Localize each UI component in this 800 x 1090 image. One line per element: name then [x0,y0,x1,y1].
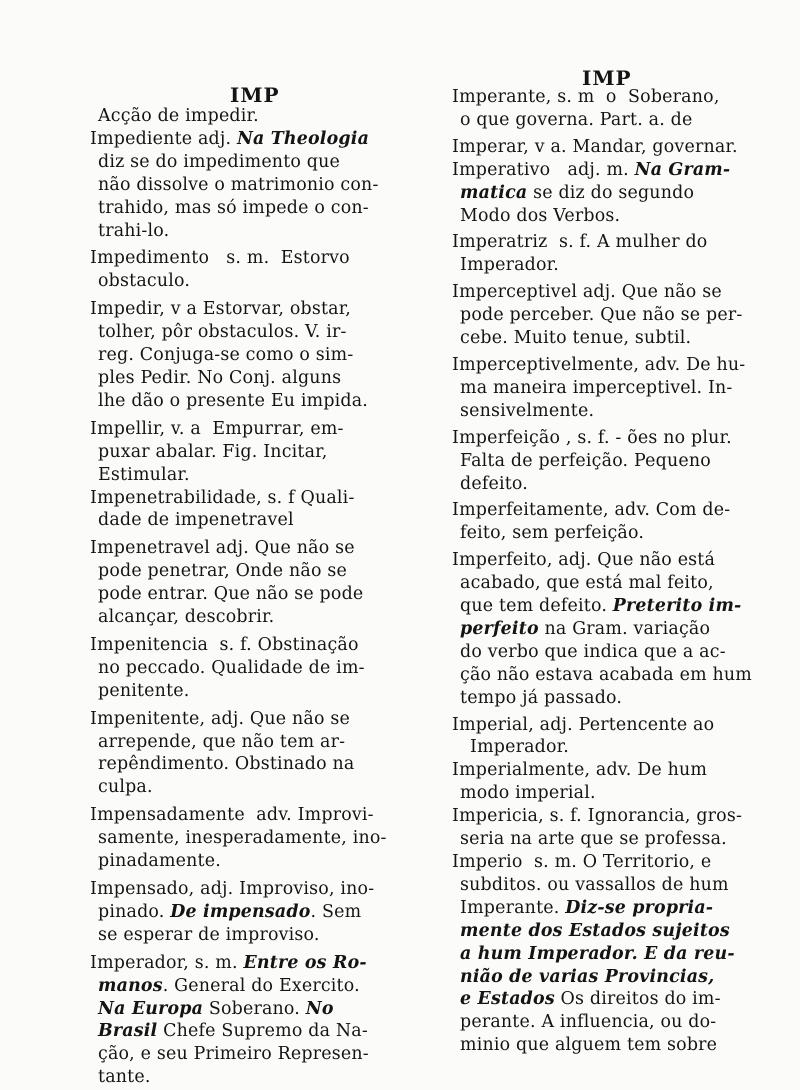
text-line [452,136,794,159]
text-line [452,1011,794,1034]
text-line [90,731,430,754]
text-line [452,159,794,182]
text-segment: Imperceptivelmente, adv. De hu- [452,354,746,375]
text-line [452,86,794,109]
text-segment: trahi-lo. [98,220,170,241]
text-segment: lhe dão o presente Eu impida. [98,390,369,411]
text-line [452,595,794,618]
left-column-entries [90,105,430,1089]
left-column [90,0,430,1089]
text-line [90,827,430,850]
text-line [90,247,430,270]
text-line [452,641,794,664]
right-column-entries [452,86,794,1057]
italic-text-segment: No [305,998,334,1019]
text-line [452,664,794,687]
text-line [90,560,430,583]
text-line [90,680,430,703]
text-segment: modo imperial. [460,783,596,804]
italic-text-segment: Na Theologia [236,128,370,149]
text-segment: samente, inesperadamente, ino- [98,828,387,849]
text-line [452,1034,794,1057]
text-line [90,174,430,197]
text-line [90,1020,430,1043]
text-segment: pode penetrar, Onde não se [98,561,347,582]
text-line [452,966,794,989]
text-line [452,327,794,350]
text-segment: Impenitente, adj. Que não se [90,708,350,729]
italic-text-segment: e Estados [460,989,555,1010]
text-line [452,473,794,496]
text-segment: perante. A influencia, ou do- [460,1012,717,1033]
text-line [90,464,430,487]
text-line [452,377,794,400]
text-line [452,920,794,943]
text-line [90,952,430,975]
text-line [90,657,430,680]
text-segment: repêndimento. Obstinado na [98,754,355,775]
text-line [452,687,794,710]
text-line [452,254,794,277]
text-line [452,572,794,595]
text-line [452,354,794,377]
text-segment: seria na arte que se professa. [460,829,727,850]
italic-text-segment: De impensado [170,901,311,922]
text-segment: tolher, pôr obstaculos. V. ir- [98,322,347,343]
text-segment: se diz do segundo [527,182,695,203]
italic-text-segment: Diz-se propria- [565,897,714,918]
text-segment: Falta de perfeição. Pequeno [460,450,711,471]
text-segment: Impensado, adj. Improviso, ino- [90,879,375,899]
text-line [452,281,794,304]
text-segment: Modo dos Verbos. [460,205,621,226]
text-segment: Os direitos do im- [554,989,721,1010]
text-line [452,618,794,641]
text-segment: pinado. [98,901,171,922]
text-line [90,441,430,464]
text-line [452,988,794,1011]
text-line [90,583,430,606]
italic-text-segment: manos [98,975,163,996]
text-line [90,418,430,441]
text-segment: ples Pedir. No Conj. alguns [98,367,342,388]
text-segment: o que governa. Part. a. de [460,109,693,130]
text-segment: diz se do impedimento que [98,151,341,172]
text-segment: Soberano. [203,998,306,1019]
text-line [90,1043,430,1066]
text-segment: reg. Conjuga-se como o sim- [98,345,354,366]
text-segment: obstaculo. [98,271,191,292]
text-segment: cebe. Muito tenue, subtil. [460,328,692,349]
text-segment: . Sem [310,901,362,922]
text-segment: na Gram. variação [538,618,711,639]
text-segment: Imperfeito, adj. Que não está [452,550,716,571]
text-segment: Imperfeitamente, adv. Com de- [452,500,731,521]
text-segment: tante. [98,1067,151,1088]
text-line [452,782,794,805]
text-segment: Imperialmente, adv. De hum [452,760,708,781]
text-line [90,220,430,243]
text-line [452,304,794,327]
italic-text-segment: nião de varias Provincias, [460,966,715,987]
text-segment: Imperial, adj. Pertencente ao [452,714,715,735]
text-segment: subditos. ou vassallos de hum [460,874,729,895]
italic-text-segment: mente dos Estados sujeitos [460,920,730,941]
italic-text-segment: Na Europa [98,998,204,1019]
text-segment: penitente. [98,680,190,701]
text-segment: acabado, que está mal feito, [460,573,714,594]
italic-text-segment: Brasil [98,1021,158,1042]
text-line [90,197,430,220]
text-line [90,487,430,510]
text-segment: Impenitencia s. f. Obstinação [90,634,359,655]
text-line [90,708,430,731]
text-segment: Imperante, s. m o Soberano, [452,87,720,107]
text-line [452,549,794,572]
text-segment: Impedir, v a Estorvar, obstar, [90,299,352,320]
text-line [90,105,430,128]
text-line [452,851,794,874]
text-segment: Imperar, v a. Mandar, governar. [452,136,738,157]
text-segment: Imperador, s. m. [90,952,244,973]
text-segment: Impenetrabilidade, s. f Quali- [90,487,355,508]
running-header-left: IMP [230,83,280,107]
text-segment: pinadamente. [98,851,221,872]
italic-text-segment: perfeito [460,618,539,639]
text-line [90,753,430,776]
text-line [90,537,430,560]
text-line [452,522,794,545]
text-segment: Imperfeição , s. f. - ões no plur. [452,427,732,448]
text-line [90,850,430,873]
text-segment: minio que alguem tem sobre [460,1035,718,1056]
text-segment: Imperante. [460,897,566,918]
text-line [452,714,794,737]
text-line [452,109,794,132]
text-line [90,270,430,293]
text-line [452,205,794,228]
text-segment: Imperio s. m. O Territorio, e [452,852,712,872]
text-segment: Impediente adj. [90,128,237,149]
text-line [452,400,794,423]
text-line [90,901,430,924]
text-line [90,878,430,901]
text-line [90,151,430,174]
text-line [90,804,430,827]
text-segment: Impellir, v. a Empurrar, em- [90,418,344,439]
text-segment: Impedimento s. m. Estorvo [90,248,350,269]
text-segment: Imperceptivel adj. Que não se [452,282,722,303]
text-line [90,344,430,367]
text-line [452,897,794,920]
text-segment: Impensadamente adv. Improvi- [90,805,374,826]
text-line [90,1066,430,1089]
italic-text-segment: Entre os Ro- [243,952,367,973]
italic-text-segment: Preterito im- [612,596,742,617]
text-segment: alcançar, descobrir. [98,607,275,628]
text-segment: culpa. [98,777,153,798]
text-line [90,924,430,947]
text-segment: ção, e seu Primeiro Represen- [98,1044,369,1065]
text-line [452,427,794,450]
text-line [90,390,430,413]
text-segment: trahido, mas só impede o con- [98,197,369,218]
text-segment: sensivelmente. [460,400,595,421]
text-line [90,128,430,151]
text-segment: arrepende, que não tem ar- [98,731,346,752]
text-line [90,321,430,344]
text-segment: defeito. [460,473,528,494]
text-segment: . General do Exercito. [162,975,360,996]
text-segment: Imperador. [470,737,569,758]
text-segment: Estimular. [98,464,190,485]
text-line [452,943,794,966]
text-line [90,998,430,1021]
text-segment: puxar abalar. Fig. Incitar, [98,441,328,462]
text-line [90,509,430,532]
italic-text-segment: matica [460,182,528,203]
running-header-right: IMP [582,66,632,90]
text-segment: Impericia, s. f. Ignorancia, gros- [452,806,743,827]
text-segment: dade de impenetravel [98,510,294,531]
text-segment: Acção de impedir. [98,106,259,126]
text-line [90,367,430,390]
text-segment: ção não estava acabada em hum [460,664,752,685]
text-line [452,450,794,473]
text-segment: ma maneira imperceptivel. In- [460,377,733,398]
text-segment: Imperatriz s. f. A mulher do [452,232,708,253]
text-segment: no peccado. Qualidade de im- [98,657,365,678]
text-segment: Imperativo adj. m. [452,159,635,180]
text-line [452,736,794,759]
text-segment: que tem defeito. [460,596,613,617]
text-segment: pode entrar. Que não se pode [98,584,364,605]
text-line [452,805,794,828]
text-segment: Impenetravel adj. Que não se [90,538,355,559]
text-line [452,231,794,254]
text-segment: Chefe Supremo da Na- [157,1021,368,1042]
text-line [90,776,430,799]
text-line [90,634,430,657]
italic-text-segment: a hum Imperador. E da reu- [460,943,735,964]
text-line [452,182,794,205]
text-segment: Imperador. [460,255,559,276]
text-segment: pode perceber. Que não se per- [460,305,743,326]
text-segment: do verbo que indica que a ac- [460,641,726,662]
text-line [452,828,794,851]
text-line [452,499,794,522]
right-column [452,0,794,1057]
text-segment: não dissolve o matrimonio con- [98,174,379,195]
text-line [452,759,794,782]
italic-text-segment: Na Gram- [634,159,731,180]
text-segment: tempo já passado. [460,687,623,708]
text-line [90,298,430,321]
text-segment: feito, sem perfeição. [460,523,645,544]
text-line [452,874,794,897]
text-segment: se esperar de improviso. [98,924,320,945]
text-line [90,606,430,629]
text-line [90,975,430,998]
